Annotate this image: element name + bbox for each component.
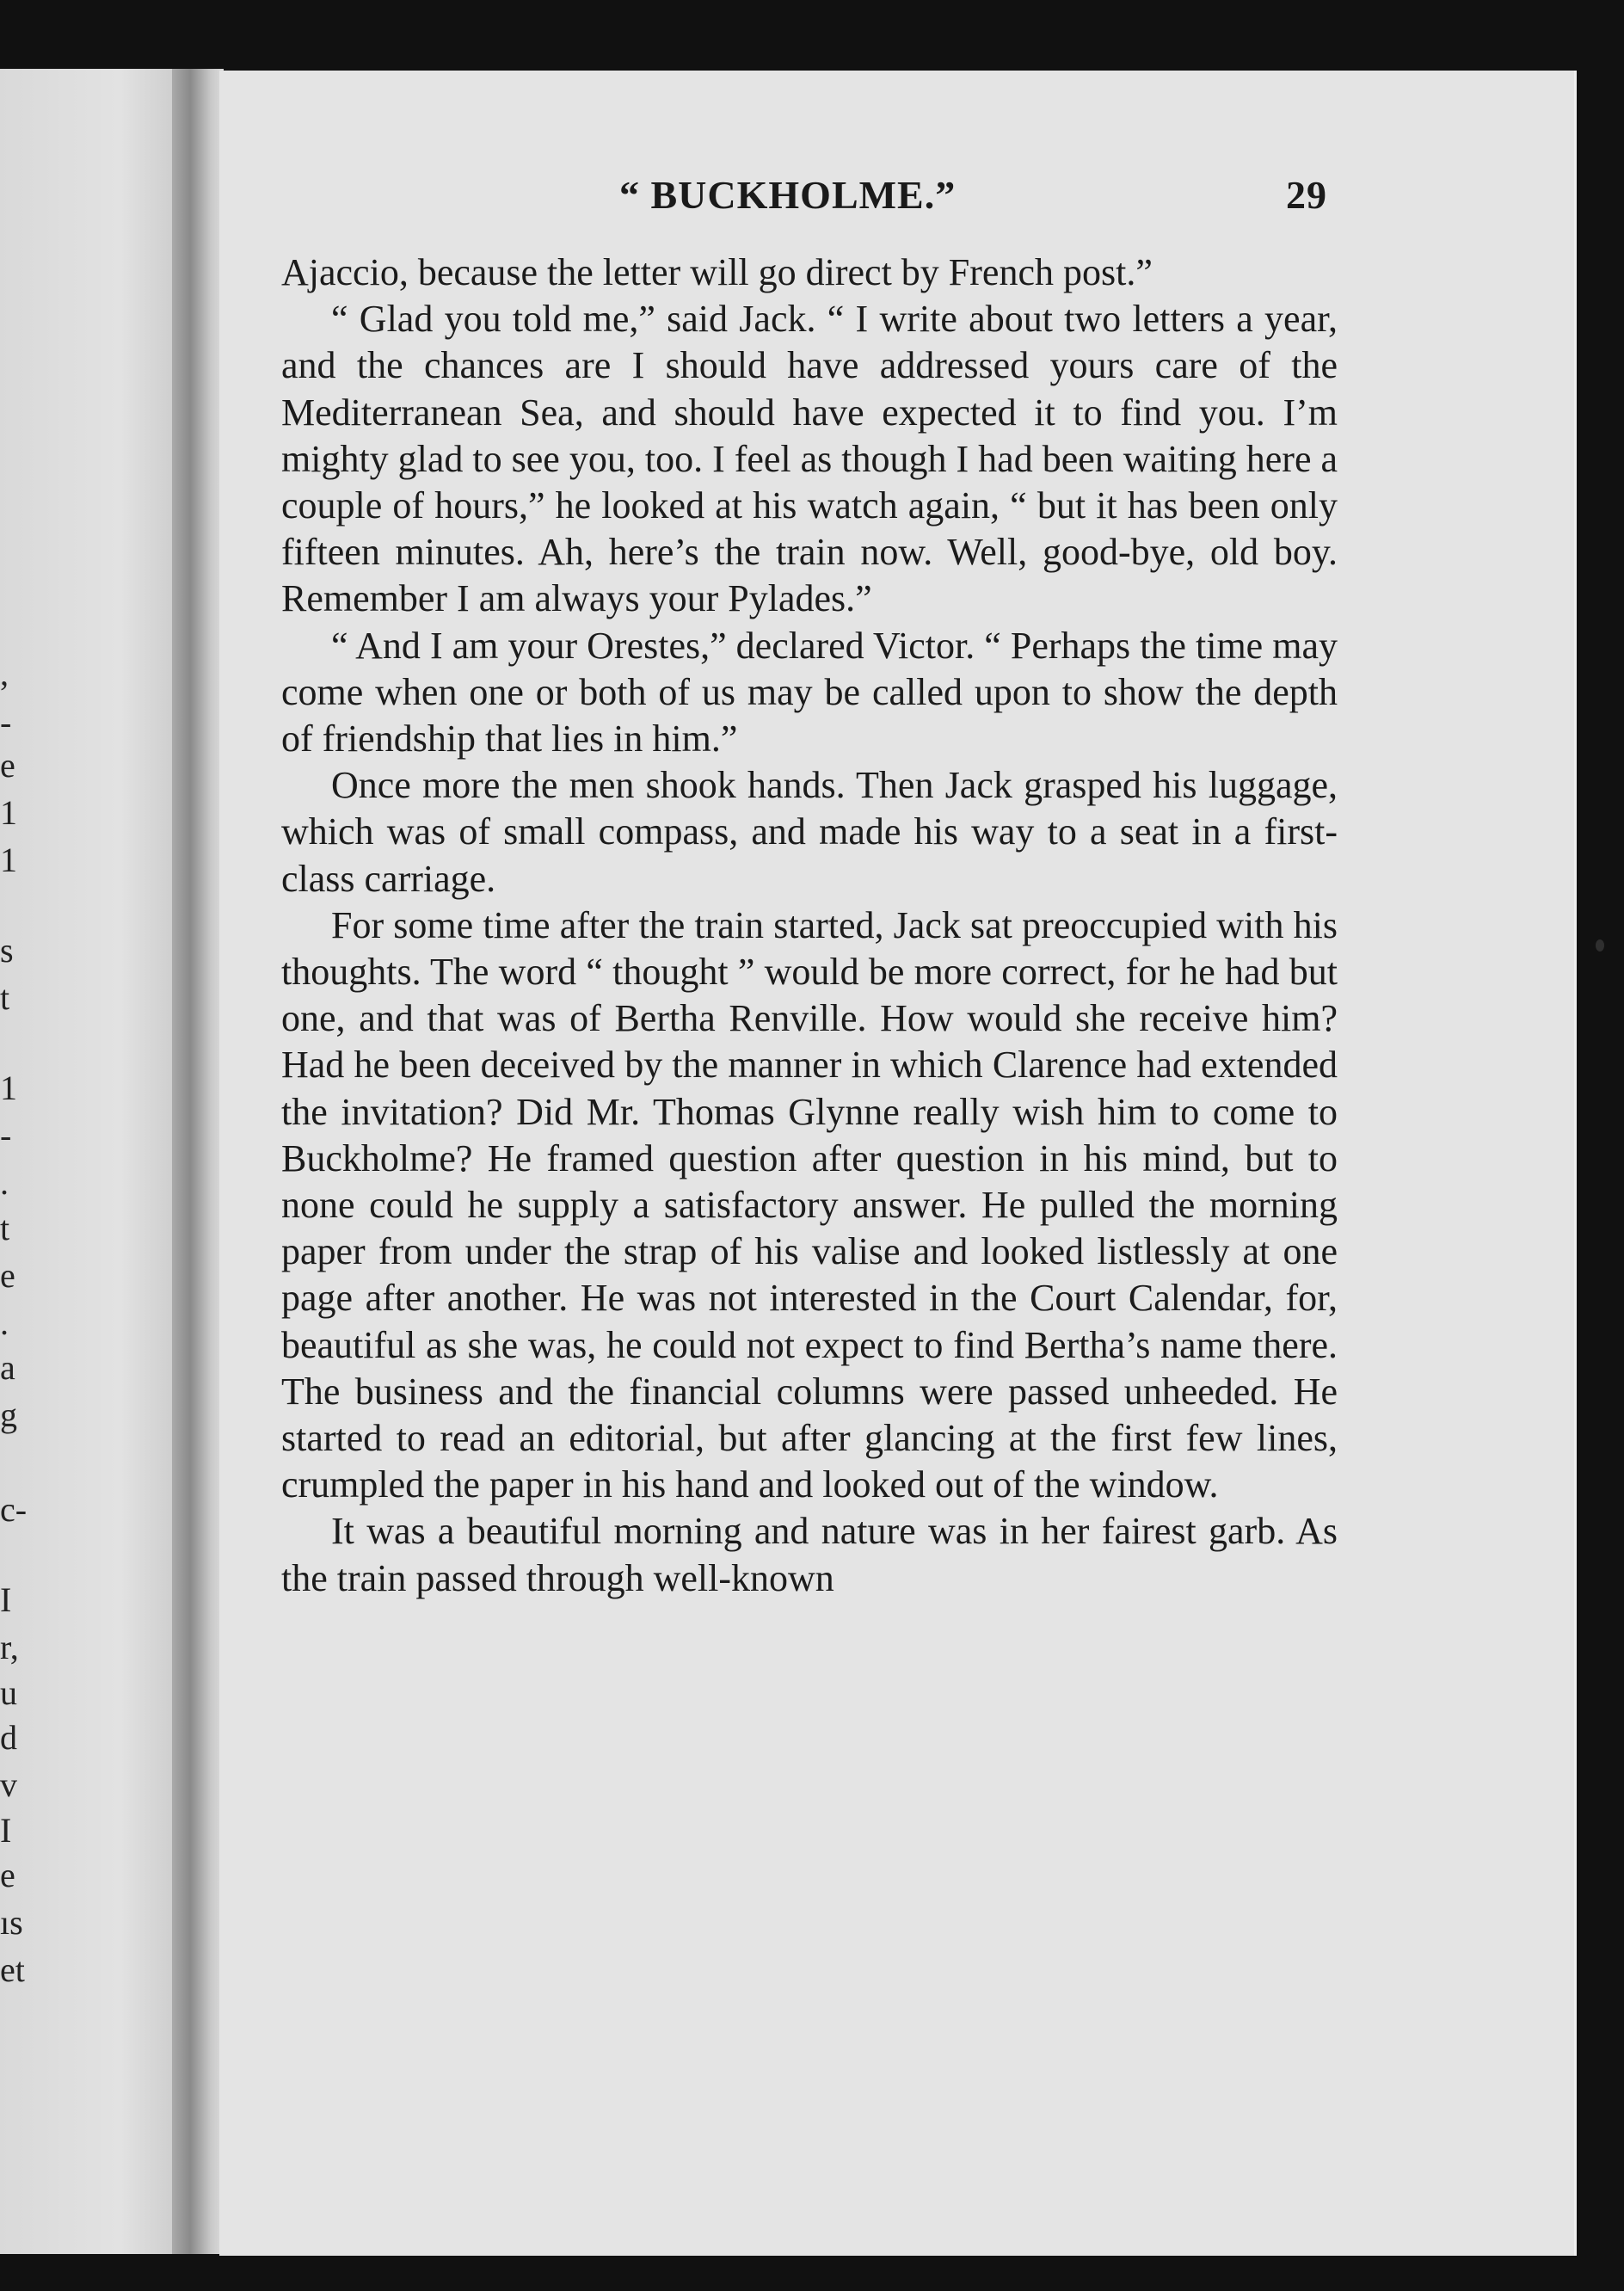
body-text: [281, 249, 1338, 1602]
paragraph: Ajaccio, because the letter will go direct by French post.”: [281, 251, 1153, 293]
facing-page-fragment: .: [0, 1303, 9, 1342]
facing-page-fragment: I: [0, 1811, 12, 1850]
facing-page-fragment: -: [0, 1116, 12, 1155]
facing-page-fragment: e: [0, 1256, 15, 1295]
facing-page-fragment: t: [0, 978, 10, 1017]
facing-page-fragment: r,: [0, 1628, 19, 1666]
facing-page-fragment: ,: [0, 654, 9, 693]
paragraph: It was a beautiful morning and nature was in her fairest garb. As the train passed through well-known: [281, 1510, 1338, 1599]
facing-page-fragment: u: [0, 1673, 17, 1712]
facing-page-edge: [0, 69, 172, 2254]
paragraph: “ And I am your Orestes,” declared Victor. “ Perhaps the time may come when one or both of us may be called upon to show the depth of friendship that lies in him.”: [281, 624, 1338, 761]
book-page: [219, 71, 1577, 2256]
facing-page-fragment: e: [0, 1856, 15, 1894]
page-speck: [1596, 939, 1604, 952]
facing-page-fragment: s: [0, 931, 14, 970]
facing-page-fragment: 1: [0, 841, 17, 879]
book-gutter: [172, 69, 224, 2254]
facing-page-fragment: t: [0, 1209, 10, 1247]
facing-page-text-fragments: [0, 69, 26, 2254]
facing-page-fragment: 1: [0, 793, 17, 832]
facing-page-fragment: et: [0, 1950, 25, 1989]
facing-page-fragment: 1: [0, 1069, 17, 1107]
paragraph: For some time after the train started, Jack sat preoccupied with his thoughts. The word “ thought ” would be more correct, for he had but one, and that was of Bertha Renville. How would she receive him? Had he been deceived by the manner in which Clarence had extended the invitation? Did Mr. Thomas Glynne really wish him to come to Buckholme? He framed question after question in his mind, but to none could he supply a satisfactory answer. He pulled the morning paper from under the strap of his valise and looked listlessly at one page after another. He was not interested in the Court Calendar, for, beautiful as she was, he could not expect to find Bertha’s name there. The business and the financial columns were passed unheeded. He started to read an editorial, but after glancing at the first few lines, crumpled the paper in his hand and looked out of the window.: [281, 903, 1338, 1506]
facing-page-fragment: c-: [0, 1490, 28, 1529]
facing-page-fragment: g: [0, 1395, 17, 1434]
facing-page-fragment: d: [0, 1718, 17, 1757]
running-title: “ BUCKHOLME.”: [619, 173, 957, 217]
facing-page-fragment: v: [0, 1765, 17, 1804]
paragraph: Once more the men shook hands. Then Jack grasped his luggage, which was of small compass, and made his way to a seat in a first-class carriage.: [281, 764, 1338, 900]
facing-page-fragment: e: [0, 746, 15, 785]
facing-page-fragment: .: [0, 1163, 9, 1202]
facing-page-fragment: a: [0, 1348, 15, 1387]
facing-page-fragment: -: [0, 703, 12, 742]
paragraph: “ Glad you told me,” said Jack. “ I write about two letters a year, and the chances are I should have addressed yours care of the Mediterranean Sea, and should have expected it to find you. I’m mighty glad to see you, too. I feel as though I had been waiting here a couple of hours,” he looked at his watch again, “ but it has been only fifteen minutes. Ah, here’s the train now. Well, good-bye, old boy. Remember I am always your Pylades.”: [281, 298, 1338, 620]
page-number: 29: [1286, 173, 1327, 217]
facing-page-fragment: I: [0, 1580, 12, 1619]
facing-page-fragment: ıs: [0, 1903, 23, 1942]
